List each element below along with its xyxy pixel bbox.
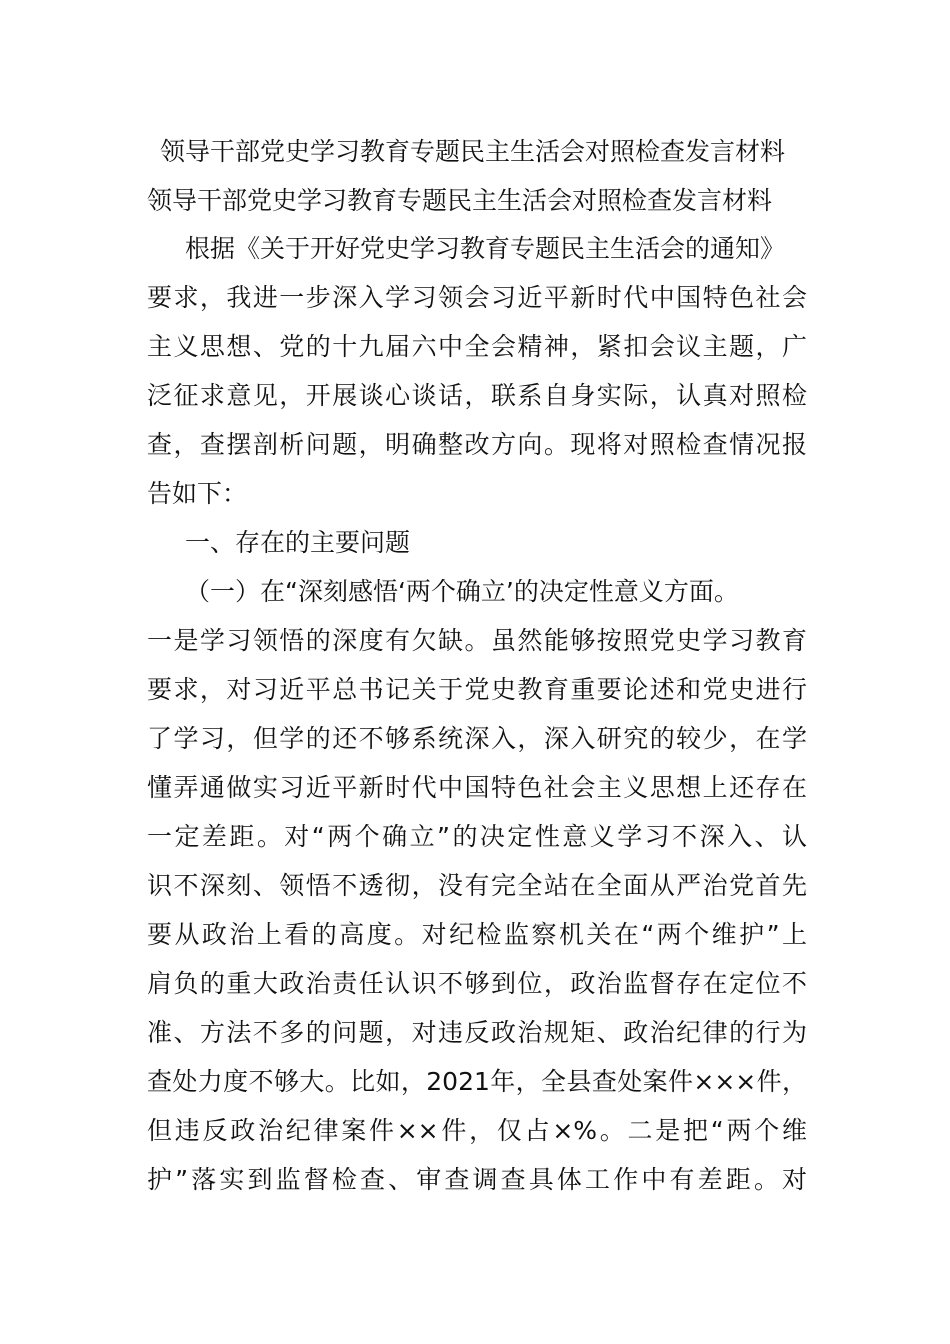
section-heading: 一、存在的主要问题 <box>185 528 411 557</box>
paragraph-line: 主义思想、党的十九届六中全会精神，紧扣会议主题，广 <box>147 332 807 361</box>
paragraph-line: 查处力度不够大。比如，2021年，全县查处案件×××件， <box>147 1067 807 1096</box>
paragraph-line: 一定差距。对“两个确立”的决定性意义学习不深入、认 <box>147 822 807 851</box>
paragraph-line: 泛征求意见，开展谈心谈话，联系自身实际，认真对照检 <box>147 381 807 410</box>
paragraph-line: 要求，对习近平总书记关于党史教育重要论述和党史进行 <box>147 675 807 704</box>
paragraph-line: 根据《关于开好党史学习教育专题民主生活会的通知》 <box>185 234 786 263</box>
document-title: 领导干部党史学习教育专题民主生活会对照检查发言材料 <box>160 137 786 166</box>
paragraph-line: 要求，我进一步深入学习领会习近平新时代中国特色社会 <box>147 283 807 312</box>
paragraph-line: 准、方法不多的问题，对违反政治规矩、政治纪律的行为 <box>147 1018 807 1047</box>
paragraph-line: 懂弄通做实习近平新时代中国特色社会主义思想上还存在 <box>147 773 807 802</box>
paragraph-line: 但违反政治纪律案件××件，仅占×%。二是把“两个维 <box>147 1116 807 1145</box>
paragraph-line: 了学习，但学的还不够系统深入，深入研究的较少，在学 <box>147 724 807 753</box>
paragraph-line: 告如下： <box>147 479 248 508</box>
paragraph-line: 查，查摆剖析问题，明确整改方向。现将对照检查情况报 <box>147 430 807 459</box>
paragraph-line: 护”落实到监督检查、审查调查具体工作中有差距。对 <box>147 1165 807 1194</box>
paragraph-line: 一是学习领悟的深度有欠缺。虽然能够按照党史学习教育 <box>147 626 807 655</box>
subsection-heading: （一）在“深刻感悟‘两个确立’的决定性意义方面。 <box>185 577 739 606</box>
paragraph-line: 识不深刻、领悟不透彻，没有完全站在全面从严治党首先 <box>147 871 807 900</box>
document-title-repeat: 领导干部党史学习教育专题民主生活会对照检查发言材料 <box>147 186 773 215</box>
paragraph-line: 肩负的重大政治责任认识不够到位，政治监督存在定位不 <box>147 969 807 998</box>
paragraph-line: 要从政治上看的高度。对纪检监察机关在“两个维护”上 <box>147 920 807 949</box>
